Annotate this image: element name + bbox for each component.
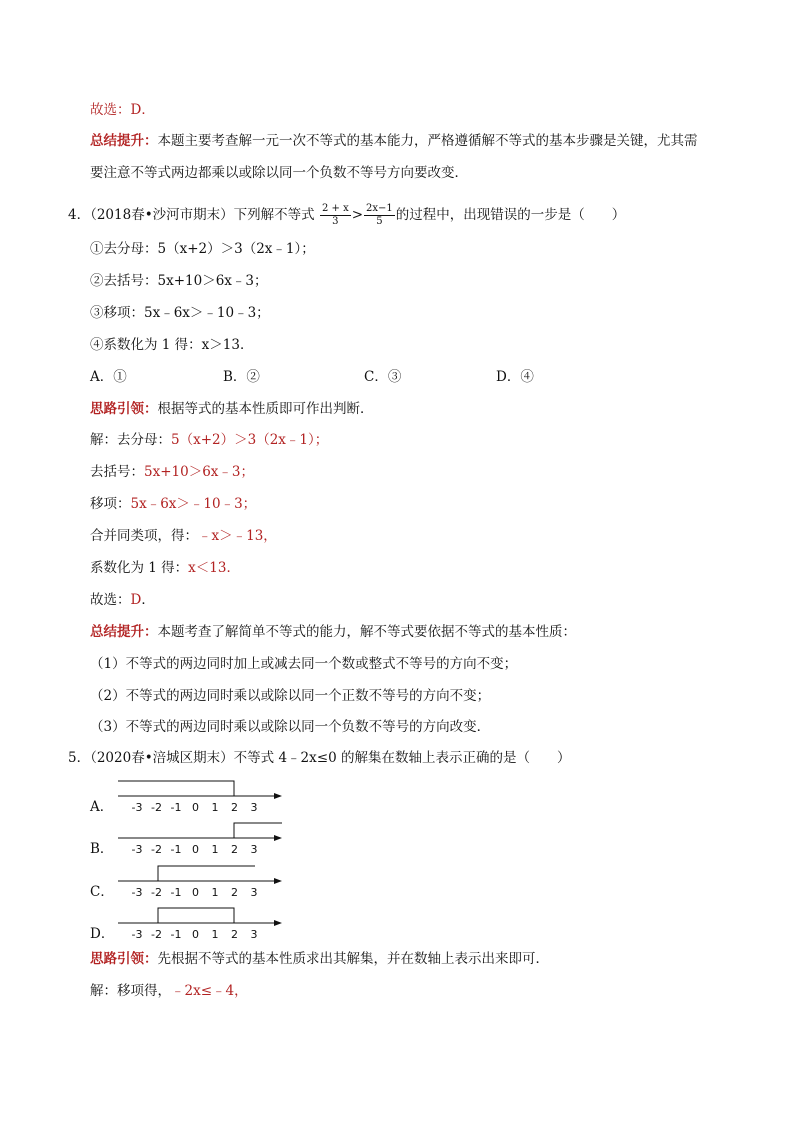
tick-label: 0: [192, 928, 199, 941]
q4-step-3: ③移项：5x﹣6x＞﹣10﹣3；: [90, 305, 270, 321]
q5-option-b-label: B．: [90, 841, 114, 857]
q4-option-a: A．①: [90, 369, 127, 385]
q4-hint: 思路引领：根据等式的基本性质即可作出判断．: [90, 401, 374, 417]
q4-solution-3: 移项：5x﹣6x＞﹣10﹣3；: [90, 496, 257, 512]
tick-label: -3: [131, 801, 143, 814]
tick-label: 0: [192, 843, 199, 856]
tick-label: 2: [231, 801, 238, 814]
tick-label: -1: [170, 801, 182, 814]
number-line-b: [112, 818, 287, 856]
tick-label: 0: [192, 801, 199, 814]
tick-label: -1: [170, 886, 182, 899]
q4-option-d: D．④: [496, 369, 534, 385]
tick-label: -3: [131, 928, 143, 941]
tick-label: -3: [131, 843, 143, 856]
prev-answer: 故选：D．: [90, 102, 155, 118]
tick-label: 3: [250, 886, 258, 899]
q5-hint: 思路引领：先根据不等式的基本性质求出其解集，并在数轴上表示出来即可．: [90, 951, 549, 967]
q5-solution-1: 解：移项得，﹣2x≤﹣4，: [90, 983, 248, 999]
q4-option-b: B．②: [223, 369, 260, 385]
summary-label: 总结提升：: [90, 624, 158, 640]
tick-label: 2: [231, 928, 238, 941]
number-line-c: [112, 861, 287, 899]
tick-label: 1: [211, 801, 219, 814]
tick-label: -1: [170, 928, 182, 941]
tick-label: 2: [231, 843, 238, 856]
q4-solution-4: 合并同类项，得：﹣x＞﹣13，: [90, 528, 277, 544]
tick-label: 3: [250, 801, 258, 814]
q5-stem: 5．（2020春•涪城区期末）不等式 4﹣2x≤0 的解集在数轴上表示正确的是（ ）: [68, 750, 571, 766]
tick-label: 2: [231, 886, 238, 899]
q5-option-d-label: D．: [90, 926, 115, 942]
tick-label: 1: [211, 886, 219, 899]
number-line-d: [112, 903, 287, 941]
tick-label: 3: [250, 928, 258, 941]
hint-label: 思路引领：: [90, 951, 158, 967]
q4-step-4: ④系数化为 1 得：x＞13．: [90, 337, 254, 353]
tick-label: -2: [151, 801, 162, 814]
tick-label: 0: [192, 886, 199, 899]
fraction-2: $\frac{2x-1}{5}$: [366, 203, 393, 227]
tick-label: -1: [170, 843, 182, 856]
q4-solution-2: 去括号：5x+10＞6x﹣3；: [90, 464, 254, 480]
q4-solution-1: 解：去分母：5（x+2）＞3（2x﹣1）；: [90, 432, 329, 448]
q4-step-1: ①去分母：5（x+2）＞3（2x﹣1）；: [90, 241, 315, 257]
prev-summary-line1: 总结提升：本题主要考查解一元一次不等式的基本能力，严格遵循解不等式的基本步骤是关键，尤其需: [90, 133, 698, 149]
q4-solution-5: 系数化为 1 得：x＜13．: [90, 560, 240, 576]
tick-label: -2: [151, 843, 162, 856]
tick-label: -2: [151, 928, 162, 941]
q5-option-a-label: A．: [90, 799, 114, 815]
q4-summary: 总结提升：本题考查了解简单不等式的能力，解不等式要依据不等式的基本性质：: [90, 624, 576, 640]
q5-option-c-label: C．: [90, 884, 114, 900]
hint-label: 思路引领：: [90, 401, 158, 417]
q4-stem: 4．（2018春•沙河市期末）下列解不等式 $\frac{2 + x}{3}$ > $\frac{2x-1}{5}$ 的过程中，出现错误的一步是（ ）: [68, 203, 626, 227]
tick-label: -2: [151, 886, 162, 899]
prev-summary-line2: 要注意不等式两边都乘以或除以同一个负数不等号方向要改变．: [90, 165, 468, 181]
tick-label: -3: [131, 886, 143, 899]
q4-step-2: ②去括号：5x+10＞6x﹣3；: [90, 273, 268, 289]
tick-label: 1: [211, 928, 219, 941]
q4-answer: 故选：D．: [90, 592, 155, 608]
summary-label: 总结提升：: [90, 133, 158, 149]
tick-label: 1: [211, 843, 219, 856]
number-line-a: [112, 776, 287, 814]
tick-label: 3: [250, 843, 258, 856]
q4-option-c: C．③: [364, 369, 402, 385]
q4-rule-2: （2）不等式的两边同时乘以或除以同一个正数不等号的方向不变；: [90, 688, 491, 704]
fraction-1: $\frac{2 + x}{3}$: [321, 203, 349, 227]
q4-rule-1: （1）不等式的两边同时加上或减去同一个数或整式不等号的方向不变；: [90, 656, 518, 672]
q4-rule-3: （3）不等式的两边同时乘以或除以同一个负数不等号的方向改变．: [90, 719, 491, 735]
